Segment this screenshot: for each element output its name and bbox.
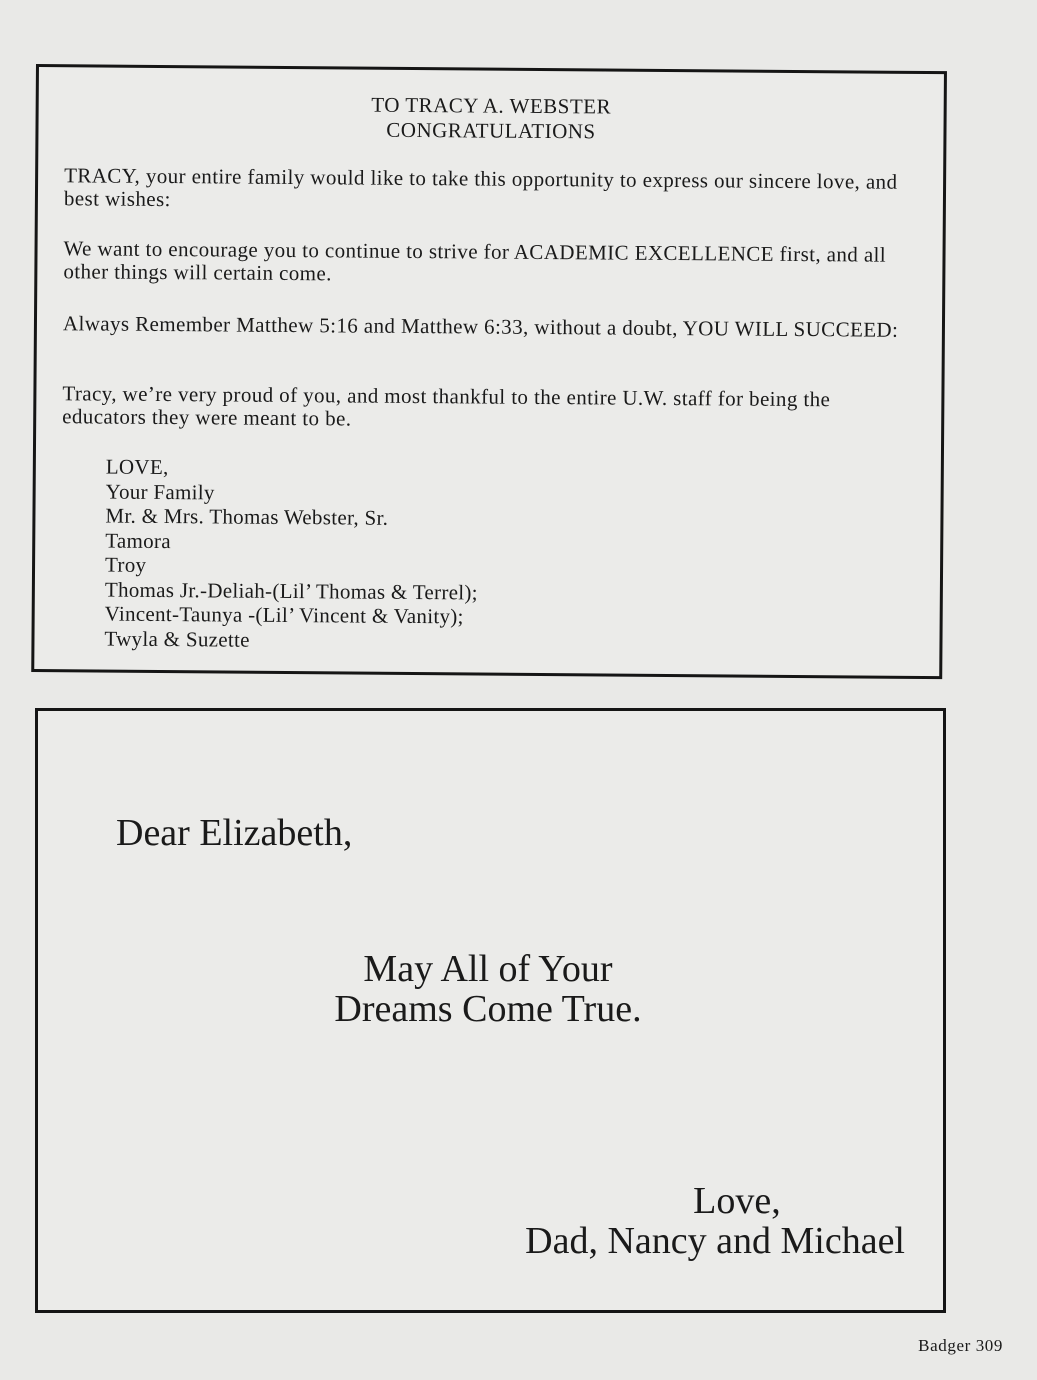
signoff-line: Twyla & Suzette [104, 626, 250, 652]
signoff-line: Vincent-Taunya -(Lil’ Vincent & Vanity); [104, 601, 464, 629]
signoff-line: Mr. & Mrs. Thomas Webster, Sr. [105, 503, 389, 530]
paragraph-thanks: Tracy, we’re very proud of you, and most thankful to the entire U.W. staff for being the educators they were meant to be. [62, 381, 831, 431]
closing-names: Dad, Nancy and Michael [525, 1220, 905, 1262]
signoff-line: Tamora [105, 528, 171, 553]
paragraph-scripture: Always Remember Matthew 5:16 and Matthew 6:33, without a doubt, YOU WILL SUCCEED: [62, 311, 899, 342]
paragraph-encourage: We want to encourage you to continue to strive for ACADEMIC EXCELLENCE first, and all other things will certain come. [63, 236, 887, 286]
ad-subtitle: CONGRATULATIONS [386, 117, 596, 144]
greeting: Dear Elizabeth, [116, 812, 353, 854]
signoff-line: Troy [104, 552, 147, 577]
page-number: Badger 309 [918, 1336, 1003, 1355]
message-line: Dreams Come True. [334, 988, 642, 1030]
signoff-line: Thomas Jr.-Deliah-(Lil’ Thomas & Terrel); [104, 577, 478, 604]
ad-title: TO TRACY A. WEBSTER [371, 92, 612, 119]
tracy-webster-ad [31, 64, 947, 679]
closing [525, 1181, 905, 1261]
signoff-line: Your Family [105, 479, 215, 504]
family-signoff [104, 455, 479, 654]
elizabeth-ad [35, 708, 946, 1313]
signoff-line: LOVE, [105, 454, 169, 480]
closing-love: Love, [693, 1180, 781, 1222]
paragraph-intro: TRACY, your entire family would like to take this opportunity to express our sincere love, and best wishes: [63, 163, 898, 212]
message-line: May All of Your [363, 948, 613, 990]
message [268, 949, 708, 1029]
